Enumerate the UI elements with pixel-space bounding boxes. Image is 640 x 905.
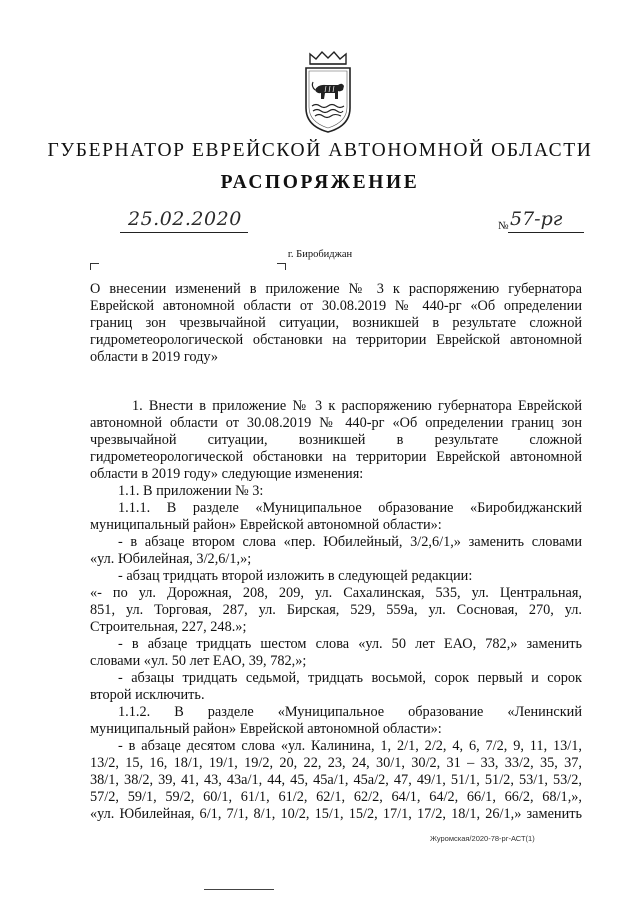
body-line: «- по ул. Дорожная, 208, 209, ул. Сахалинская, 535, ул. Центральная, [90,585,582,601]
body-line: Строительная, 227, 248.»; [90,619,247,635]
body-line: - в абзаце десятом слова «ул. Калинина, 1, 2/1, 2/2, 4, 6, 7/2, 9, 11, 13/1, [118,738,582,754]
title-line: Еврейской автономной области от 30.08.2019 № 440-рг «Об определении [90,298,582,314]
body-line: муниципальный район» Еврейской автономной области»: [90,517,442,533]
footer-file-code: Журомская/2020-78-рг-АСТ(1) [430,834,535,843]
body-line: 851, ул. Торговая, 287, ул. Бирская, 529, 559а, ул. Сосновая, 270, ул. [90,602,582,618]
body-line: чрезвычайной ситуации, возникшей в результате сложной [90,432,582,448]
body-line: 1.1.1. В разделе «Муниципальное образование «Биробиджанский [118,500,582,516]
body-line: - абзацы тридцать седьмой, тридцать восьмой, сорок первый и сорок [118,670,582,686]
city-name: г. Биробиджан [287,249,353,260]
title-corner-right [277,263,286,270]
title-line: области в 2019 году» [90,349,219,365]
body-line: гидрометеорологической обстановки на территории Еврейской автономной [90,449,582,465]
issuing-authority: ГУБЕРНАТОР ЕВРЕЙСКОЙ АВТОНОМНОЙ ОБЛАСТИ [47,140,593,161]
body-line: второй исключить. [90,687,205,703]
number-sign: № [498,220,509,232]
coat-of-arms-emblem [296,50,360,134]
body-line: 57/2, 59/1, 59/2, 60/1, 61/1, 61/2, 62/1, 62/2, 64/1, 64/2, 66/1, 66/2, 68/1,», [90,789,582,805]
body-line: - в абзаце втором слова «пер. Юбилейный, 3/2,6/1,» заменить словами [118,534,582,550]
title-corner-left [90,263,99,270]
body-line: автономной области от 30.08.2019 № 440-рг «Об определении границ зон [90,415,582,431]
date-underline [120,232,248,233]
document-date: 25.02.2020 [128,208,242,230]
body-line: области в 2019 году» следующие изменения: [90,466,364,482]
body-line: 1.1.2. В разделе «Муниципальное образование «Ленинский [118,704,582,720]
body-line: муниципальный район» Еврейской автономной области»: [90,721,442,737]
bottom-rule [204,889,274,890]
body-line: 1. Внести в приложение № 3 к распоряжению губернатора Еврейской [132,398,582,414]
title-line: границ зон чрезвычайной ситуации, возникшей в результате сложной [90,315,582,331]
document-type-title: РАСПОРЯЖЕНИЕ [220,172,420,193]
number-underline [508,232,584,233]
body-line: 1.1. В приложении № 3: [118,483,264,499]
document-number: 57-рг [510,208,563,230]
body-line: «ул. Юбилейная, 3/2,6/1,»; [90,551,252,567]
title-line: гидрометеорологической обстановки на территории Еврейской автономной [90,332,582,348]
body-line: «ул. Юбилейная, 6/1, 7/1, 8/1, 10/2, 15/1, 15/2, 17/1, 17/2, 18/1, 26/1,» заменить [90,806,582,822]
body-line: - в абзаце тридцать шестом слова «ул. 50 лет ЕАО, 782,» заменить [118,636,582,652]
title-line: О внесении изменений в приложение № 3 к распоряжению губернатора [90,281,582,297]
body-line: 38/1, 38/2, 39, 41, 43, 43а/1, 44, 45, 45а/1, 45а/2, 47, 49/1, 51/1, 51/2, 53/1, 53/2, [90,772,582,788]
body-line: - абзац тридцать второй изложить в следующей редакции: [118,568,473,584]
body-line: 13/2, 15, 16, 18/1, 19/1, 19/2, 20, 22, 23, 24, 30/1, 30/2, 31 – 33, 33/2, 35, 37, [90,755,582,771]
body-line: словами «ул. 50 лет ЕАО, 39, 782,»; [90,653,307,669]
